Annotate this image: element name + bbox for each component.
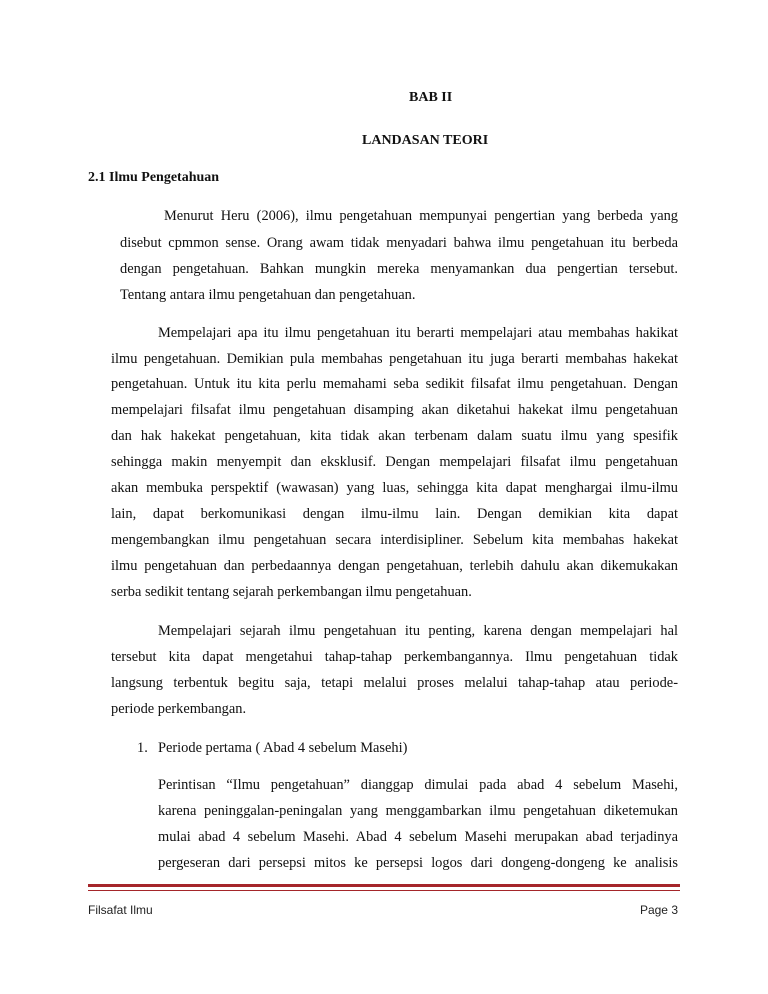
section-title: 2.1 Ilmu Pengetahuan <box>88 170 220 185</box>
footer-rule-thick <box>88 884 680 887</box>
paragraph-4-line: karena peninggalan-peningalan yang menggambarkan ilmu pengetahuan diketemukan <box>158 803 678 819</box>
footer-rule-thin <box>88 890 680 891</box>
paragraph-3-line: langsung terbentuk begitu saja, tetapi melalui proses melalui tahap-tahap atau periode- <box>111 675 678 691</box>
paragraph-2-line: lain, dapat berkomunikasi dengan ilmu-ilmu lain. Dengan demikian kita dapat <box>111 506 678 522</box>
paragraph-3-line: periode perkembangan. <box>111 701 247 717</box>
chapter-title: LANDASAN TEORI <box>362 133 489 148</box>
paragraph-4-line: pergeseran dari persepsi mitos ke persepsi logos dari dongeng-dongeng ke analisis <box>158 855 678 871</box>
paragraph-2-line: dan hak hakekat pengetahuan, kita tidak akan terbenam dalam suatu ilmu yang spesifik <box>111 428 678 444</box>
paragraph-2-line: ilmu pengetahuan. Demikian pula membahas pengetahuan itu juga berarti membahas hakekat <box>111 351 678 367</box>
paragraph-3-line: Mempelajari sejarah ilmu pengetahuan itu penting, karena dengan mempelajari hal <box>158 623 678 639</box>
paragraph-1-line: Tentang antara ilmu pengetahuan dan pengetahuan. <box>120 287 416 303</box>
paragraph-2-line: Mempelajari apa itu ilmu pengetahuan itu berarti mempelajari atau membahas hakikat <box>158 325 678 341</box>
paragraph-2-line: akan membuka perspektif (wawasan) yang luas, sehingga kita dapat menghargai ilmu-ilmu <box>111 480 678 496</box>
paragraph-2-line: serba sedikit tentang sejarah perkembangan ilmu pengetahuan. <box>111 584 472 600</box>
paragraph-4-line: mulai abad 4 sebelum Masehi. Abad 4 sebelum Masehi merupakan abad terjadinya <box>158 829 678 845</box>
paragraph-3-line: tersebut kita dapat mengetahui tahap-tahap perkembangannya. Ilmu pengetahuan tidak <box>111 649 678 665</box>
paragraph-2-line: sehingga makin menyempit dan eksklusif. Dengan mempelajari filsafat ilmu pengetahuan <box>111 454 678 470</box>
list-item-title: Periode pertama ( Abad 4 sebelum Masehi) <box>158 740 408 756</box>
paragraph-2-line: mengembangkan ilmu pengetahuan secara interdisipliner. Sebelum kita membahas hakekat <box>111 532 678 548</box>
footer-title: Filsafat Ilmu <box>88 903 153 917</box>
paragraph-1-line: Menurut Heru (2006), ilmu pengetahuan mempunyai pengertian yang berbeda yang <box>164 208 678 224</box>
paragraph-1-line: disebut cpmmon sense. Orang awam tidak menyadari bahwa ilmu pengetahuan itu berbeda <box>120 235 678 251</box>
chapter-number: BAB II <box>409 90 453 105</box>
paragraph-1-line: dengan pengetahuan. Bahkan mungkin mereka menyamankan dua pengertian tersebut. <box>120 261 678 277</box>
paragraph-2-line: mempelajari filsafat ilmu pengetahuan disamping akan diketahui hakekat ilmu pengetahuan <box>111 402 678 418</box>
page-number: Page 3 <box>639 903 678 917</box>
paragraph-2-line: ilmu pengetahuan dan perbedaannya dengan pengetahuan, terlebih dahulu akan dikemukakan <box>111 558 678 574</box>
paragraph-2-line: pengetahuan. Untuk itu kita perlu memahami seba sedikit filsafat ilmu pengetahuan. Dengan <box>111 376 678 392</box>
list-item-number: 1. <box>137 740 148 756</box>
paragraph-4-line: Perintisan “Ilmu pengetahuan” dianggap dimulai pada abad 4 sebelum Masehi, <box>158 777 678 793</box>
